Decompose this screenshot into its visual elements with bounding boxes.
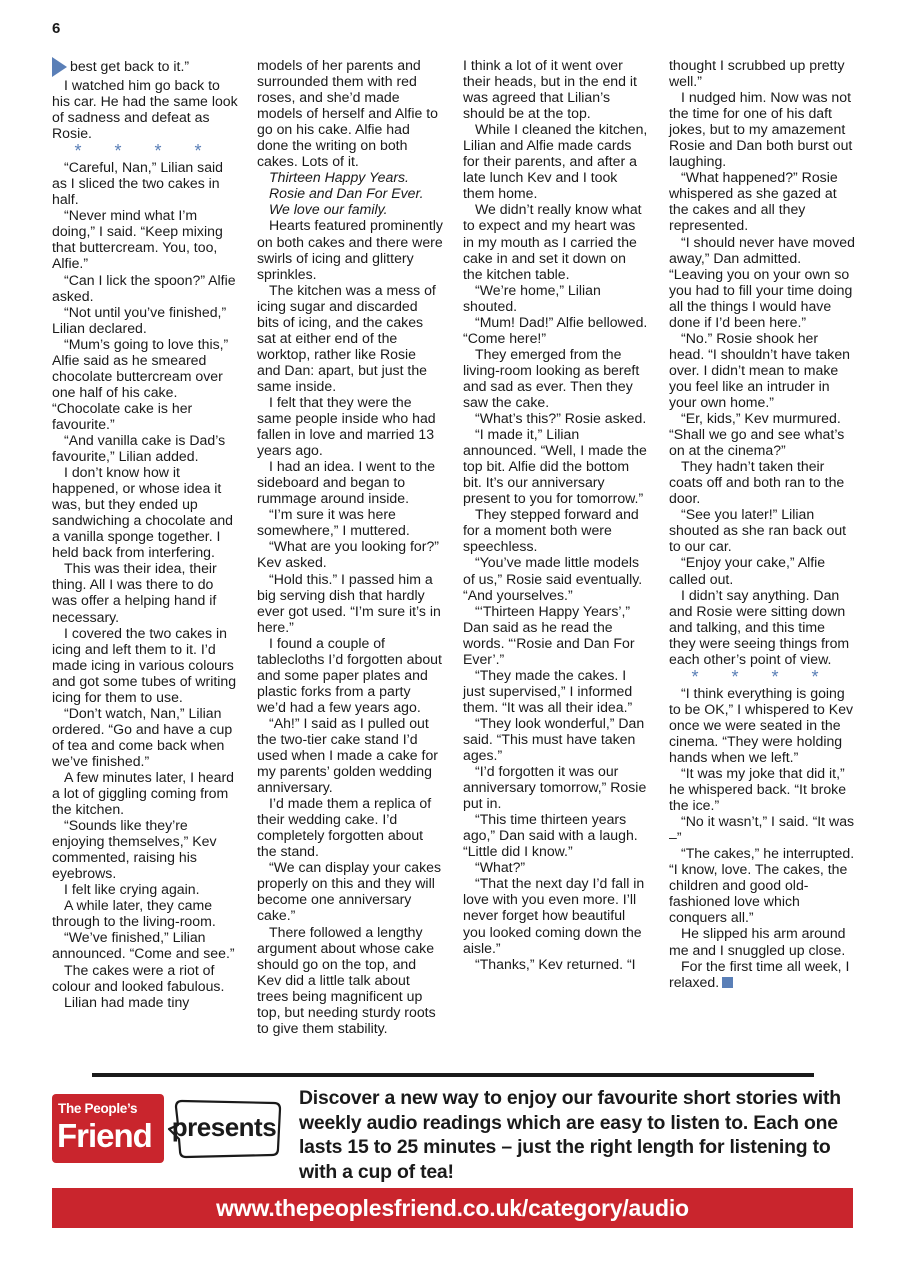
paragraph: They emerged from the living-room looking as bereft and sad as ever. Then they saw the cake.: [463, 345, 640, 410]
paragraph: “I’d forgotten it was our anniversary tomorrow,” Rosie put in.: [463, 763, 647, 812]
paragraph: “Thanks,” Kev returned. “I: [475, 955, 636, 972]
paragraph: I didn’t say anything. Dan and Rosie were sitting down and talking, and this time they were seeing things from each other’s point of view.: [669, 586, 850, 667]
presents-bubble: [166, 1099, 282, 1159]
promo-divider: [92, 1073, 814, 1077]
paragraph: “Never mind what I’m doing,” I said. “Keep mixing that buttercream. You, too, Alfie.”: [52, 207, 223, 272]
paragraph: “‘Thirteen Happy Years’,” Dan said as he read the words. “‘Rosie and Dan For Ever’.”: [463, 602, 635, 667]
paragraph: Lilian had made tiny: [64, 993, 190, 1010]
promo-text: Discover a new way to enjoy our favourite short stories with weekly audio readings which are easy to listen to. Each one lasts 15 to 25 minutes – just the right length for listening to with a cup of tea!: [299, 1087, 841, 1183]
paragraph: I found a couple of tablecloths I’d forgotten about and some paper plates and plastic forks from a party we’d had a few years ago.: [257, 634, 442, 715]
paragraph: “We can display your cakes properly on this and they will become one anniversary cake.”: [257, 859, 442, 924]
paragraph: A few minutes later, I heard a lot of giggling coming from the kitchen.: [52, 768, 234, 818]
logo-top-text: The People’s: [58, 1101, 138, 1116]
paragraph: “This time thirteen years ago,” Dan said with a laugh. “Little did I know.”: [463, 811, 638, 860]
paragraph: I don’t know how it happened, or whose idea it was, but they ended up sandwiching a chocolate and a vanilla sponge together. I held back from interfering.: [52, 464, 233, 561]
paragraph: I felt that they were the same people inside who had fallen in love and married 13 years ago.: [257, 393, 436, 459]
paragraph: “Hold this.” I passed him a big serving dish that hardly ever got used. “I’m sure it’s in here.”: [257, 570, 441, 635]
paragraph: “What?”: [475, 859, 526, 876]
paragraph: models of her parents and surrounded them with red roses, and she’d made models of herself and Alfie to go on his cake. Alfie had done the writing on both cakes. Lots of it.: [257, 57, 438, 170]
paragraph: The cakes were a riot of colour and looked fabulous.: [52, 961, 225, 994]
paragraph: The kitchen was a mess of icing sugar and discarded bits of icing, and the cakes sat at either end of the worktop, rather like Rosie and Dan: apart, but just the same inside.: [257, 281, 436, 394]
paragraph: “Can I lick the spoon?” Alfie asked.: [52, 271, 236, 304]
paragraph: “They made the cakes. I just supervised,” I informed them. “It was all their idea.”: [463, 666, 633, 715]
paragraph: I think a lot of it went over their heads, but in the end it was agreed that Lilian’s should be at the top.: [463, 57, 637, 122]
paragraph: I nudged him. Now was not the time for one of his daft jokes, but to my amazement Rosie and Dan both burst out laughing.: [669, 89, 853, 170]
paragraph: “I think everything is going to be OK,” I whispered to Kev once we were seated in the cinema. “They were holding hands when we left.”: [669, 684, 854, 765]
paragraph: “We’ve finished,” Lilian announced. “Come and see.”: [52, 929, 235, 962]
paragraph: “You’ve made little models of us,” Rosie said eventually. “And yourselves.”: [463, 554, 643, 603]
article-column-2: [257, 57, 443, 1036]
paragraph: “Ah!” I said as I pulled out the two-tier cake stand I’d used when I made a cake for my parents’ golden wedding anniversary.: [257, 714, 438, 796]
paragraph: We love our family.: [269, 201, 388, 218]
article-column-4: [669, 57, 855, 990]
section-break: * * * *: [74, 141, 216, 162]
paragraph: “Er, kids,” Kev murmured. “Shall we go and see what’s on at the cinema?”: [669, 410, 845, 459]
paragraph: “See you later!” Lilian shouted as she ran back out to our car.: [669, 506, 847, 555]
continue-arrow-icon: [52, 57, 67, 77]
paragraph: I covered the two cakes in icing and left them to it. I’d made icing in various colours and got some tubes of writing icing for them to use.: [52, 624, 237, 705]
paragraph: He slipped his arm around me and I snuggled up close.: [669, 925, 846, 958]
paragraph: “No it wasn’t,” I said. “It was –”: [669, 813, 855, 846]
paragraph: I watched him go back to his car. He had the same look of sadness and defeat as Rosie.: [52, 77, 238, 142]
paragraph: “And vanilla cake is Dad’s favourite,” Lilian added.: [52, 431, 226, 465]
paragraph: There followed a lengthy argument about whose cake should go on the top, and Kev did a little talk about trees being magnificent up top, but needing sturdy roots to give them stability.: [257, 923, 436, 1036]
paragraph: “They look wonderful,” Dan said. “This must have taken ages.”: [463, 714, 645, 764]
article-column-3: [463, 57, 649, 972]
paragraph: “Mum! Dad!” Alfie bellowed. “Come here!”: [463, 313, 648, 346]
logo-main-text: Friend: [57, 1117, 152, 1154]
page-number: 6: [52, 20, 61, 37]
audio-link[interactable]: www.thepeoplesfriend.co.uk/category/audio: [216, 1194, 689, 1221]
paragraph: “Sounds like they’re enjoying themselves,” Kev commented, raising his eyebrows.: [52, 817, 217, 882]
peoples-friend-logo: [52, 1094, 164, 1163]
paragraph: “I made it,” Lilian announced. “Well, I made the top bit. Alfie did the bottom bit. It’s our anniversary present to you for tomorrow.”: [463, 426, 647, 507]
paragraph: I had an idea. I went to the sideboard and began to rummage around inside.: [257, 458, 436, 507]
paragraph: “We’re home,” Lilian shouted.: [463, 281, 601, 314]
paragraph: They stepped forward and for a moment both were speechless.: [463, 506, 639, 555]
paragraph: “Don’t watch, Nan,” Lilian ordered. “Go and have a cup of tea and come back when we’ve finished.”: [52, 704, 233, 769]
paragraph: “That the next day I’d fall in love with you even more. I’ll never forget how beautiful you looked coming down the aisle.”: [463, 875, 645, 956]
paragraph: A while later, they came through to the living-room.: [52, 897, 216, 930]
section-break: * * * *: [691, 666, 833, 687]
paragraph: Rosie and Dan For Ever.: [269, 185, 424, 202]
paragraph: “Mum’s going to love this,” Alfie said as he smeared chocolate buttercream over one half of his cake. “Chocolate cake is her favourite.”: [52, 335, 229, 432]
paragraph: “What are you looking for?” Kev asked.: [257, 538, 439, 571]
paragraph: “I’m sure it was here somewhere,” I muttered.: [257, 506, 410, 539]
paragraph: We didn’t really know what to expect and my heart was in my mouth as I carried the cake in and set it down on the kitchen table.: [463, 201, 642, 282]
promo-banner: [52, 1188, 853, 1228]
paragraph: thought I scrubbed up pretty well.”: [669, 57, 845, 90]
paragraph: This was their idea, their thing. All I was there to do was offer a helping hand if necessary.: [52, 560, 217, 625]
paragraph: “What’s this?” Rosie asked.: [475, 410, 647, 427]
paragraph: [52, 57, 238, 77]
paragraph: While I cleaned the kitchen, Lilian and Alfie made cards for their parents, and after a late lunch Kev and I took them home.: [463, 121, 648, 202]
paragraph: I felt like crying again.: [64, 881, 200, 898]
presents-label: presents: [171, 1112, 277, 1142]
paragraph: They hadn’t taken their coats off and both ran to the door.: [669, 458, 845, 507]
paragraph-text: best get back to it.”: [70, 58, 190, 74]
end-square-icon: [722, 977, 733, 988]
paragraph: For the first time all week, I relaxed.: [669, 957, 850, 990]
paragraph: “Enjoy your cake,” Alfie called out.: [669, 554, 826, 587]
paragraph: “The cakes,” he interrupted. “I know, love. The cakes, the children and good old-fashioned love which conquers all.”: [669, 845, 855, 926]
paragraph: “Careful, Nan,” Lilian said as I sliced the two cakes in half.: [52, 159, 224, 208]
paragraph: “It was my joke that did it,” he whispered back. “It broke the ice.”: [669, 765, 847, 814]
article-column-1: [52, 57, 238, 1010]
paragraph: “No.” Rosie shook her head. “I shouldn’t have taken over. I didn’t mean to make you feel like an intruder in your own home.”: [669, 329, 850, 410]
paragraph: Hearts featured prominently on both cakes and there were swirls of icing and glittery sprinkles.: [257, 217, 443, 282]
paragraph: Thirteen Happy Years.: [269, 169, 409, 186]
paragraph: “I should never have moved away,” Dan admitted. “Leaving you on your own so you had to fill your time doing all the things I would have done if I’d been here.”: [669, 233, 855, 330]
paragraph: “Not until you’ve finished,” Lilian declared.: [52, 303, 227, 336]
paragraph: I’d made them a replica of their wedding cake. I’d completely forgotten about the stand.: [257, 795, 432, 860]
paragraph: “What happened?” Rosie whispered as she gazed at the cakes and all they represented.: [669, 169, 838, 234]
